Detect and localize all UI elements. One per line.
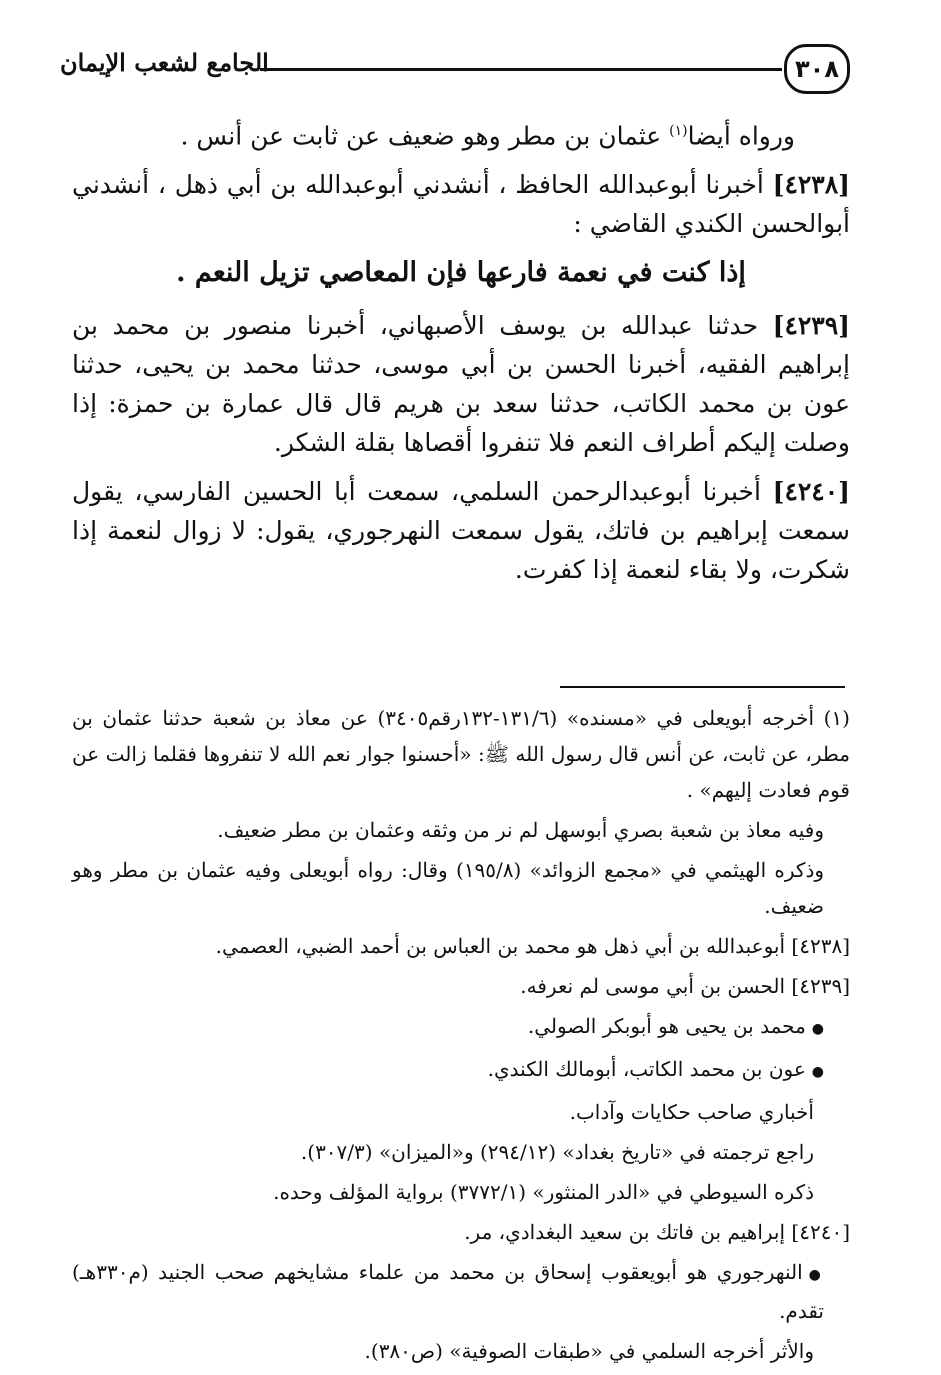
paragraph-4239 (72, 306, 850, 462)
main-text (72, 112, 850, 599)
footnote-4239-note: راجع ترجمته في «تاريخ بغداد» (٢٩٤/١٢) و«الميزان» (٣٠٧/٣). (300, 1140, 814, 1164)
paragraph-text: أخبرنا أبوعبدالله الحافظ ، أنشدني أبوعبدالله بن أبي ذهل ، أنشدني أبوالحسن الكندي القاضي : (72, 170, 850, 239)
footnotes (72, 700, 850, 1373)
footnote-4239: [٤٢٣٩] الحسن بن أبي موسى لم نعرفه. (520, 974, 850, 998)
page-number: ٣٠٨ (784, 44, 850, 94)
hadith-number: [٤٢٣٩] (772, 311, 850, 341)
footnote-1-note: وذكره الهيثمي في «مجمع الزوائد» (١٩٥/٨) وقال: رواه أبويعلى وفيه عثمان بن مطر وهو ضعيف. (72, 858, 825, 918)
footnote-4239-note: أخباري صاحب حكايات وآداب. (569, 1100, 814, 1124)
hadith-number: [٤٢٣٨] (772, 170, 850, 200)
footnote-ref[interactable]: (١) (669, 123, 688, 139)
footnote-4240-note: والأثر أخرجه السلمي في «طبقات الصوفية» (ص٣٨٠). (364, 1339, 814, 1363)
paragraph-text: أخبرنا أبوعبدالرحمن السلمي، سمعت أبا الحسين الفارسي، يقول سمعت إبراهيم بن فاتك، يقول سمعت النهرجوري، يقول: لا زوال لنعمة إذا شكرت، ولا بقاء لنعمة إذا كفرت. (72, 477, 850, 585)
footnote-4239-note: ذكره السيوطي في «الدر المنثور» (٣٧٧٢/١) برواية المؤلف وحده. (273, 1180, 814, 1204)
paragraph-text: حدثنا عبدالله بن يوسف الأصبهاني، أخبرنا منصور بن محمد بن إبراهيم الفقيه، أخبرنا الحسن بن أبي موسى، حدثنا محمد بن يحيى، حدثنا عون بن محمد الكاتب، حدثنا سعد بن هريم قال قال عمارة بن حمزة: إذا وصلت إليكم أطراف النعم فلا تنفروا أقصاها بقلة الشكر. (72, 311, 850, 458)
intro-text: ورواه أيضا (687, 121, 795, 151)
footnote-4238: [٤٢٣٨] أبوعبدالله بن أبي ذهل هو محمد بن العباس بن أحمد الضبي، العصمي. (215, 934, 850, 958)
hadith-number: [٤٢٤٠] (772, 477, 850, 507)
paragraph-4238 (72, 165, 850, 243)
footnote-1: (١) أخرجه أبويعلى في «مسنده» (١٣١/٦-١٣٢رقم٣٤٠٥) عن معاذ بن شعبة حدثنا عثمان بن مطر، عن ثابت، عن أنس قال رسول الله ﷺ: «أحسنوا جوار نعم الله لا تنفروها فقلما زالت عن قوم فعادت إليهم» . (72, 706, 851, 802)
page-header (60, 40, 850, 100)
header-rule (260, 68, 782, 71)
footnote-separator (560, 686, 845, 688)
book-title: الجامع لشعب الإيمان (60, 48, 269, 77)
footnote-4239-item: ● محمد بن يحيى هو أبوبكر الصولي. (72, 1008, 850, 1047)
paragraph-4240 (72, 472, 850, 589)
poem-verse: إذا كنت في نعمة فارعها فإن المعاصي تزيل النعم . (176, 257, 746, 289)
footnote-4239-item: ● عون بن محمد الكاتب، أبومالك الكندي. (72, 1051, 850, 1090)
footnote-4240: [٤٢٤٠] إبراهيم بن فاتك بن سعيد البغدادي، مر. (464, 1220, 850, 1244)
footnote-4240-item: ● النهرجوري هو أبويعقوب إسحاق بن محمد من علماء مشايخهم صحب الجنيد (م٣٣٠هـ) تقدم. (72, 1254, 850, 1329)
paragraph-intro (72, 112, 850, 155)
intro-rest: عثمان بن مطر وهو ضعيف عن ثابت عن أنس . (180, 121, 670, 151)
footnote-1-note: وفيه معاذ بن شعبة بصري أبوسهل لم نر من وثقه وعثمان بن مطر ضعيف. (217, 818, 824, 842)
